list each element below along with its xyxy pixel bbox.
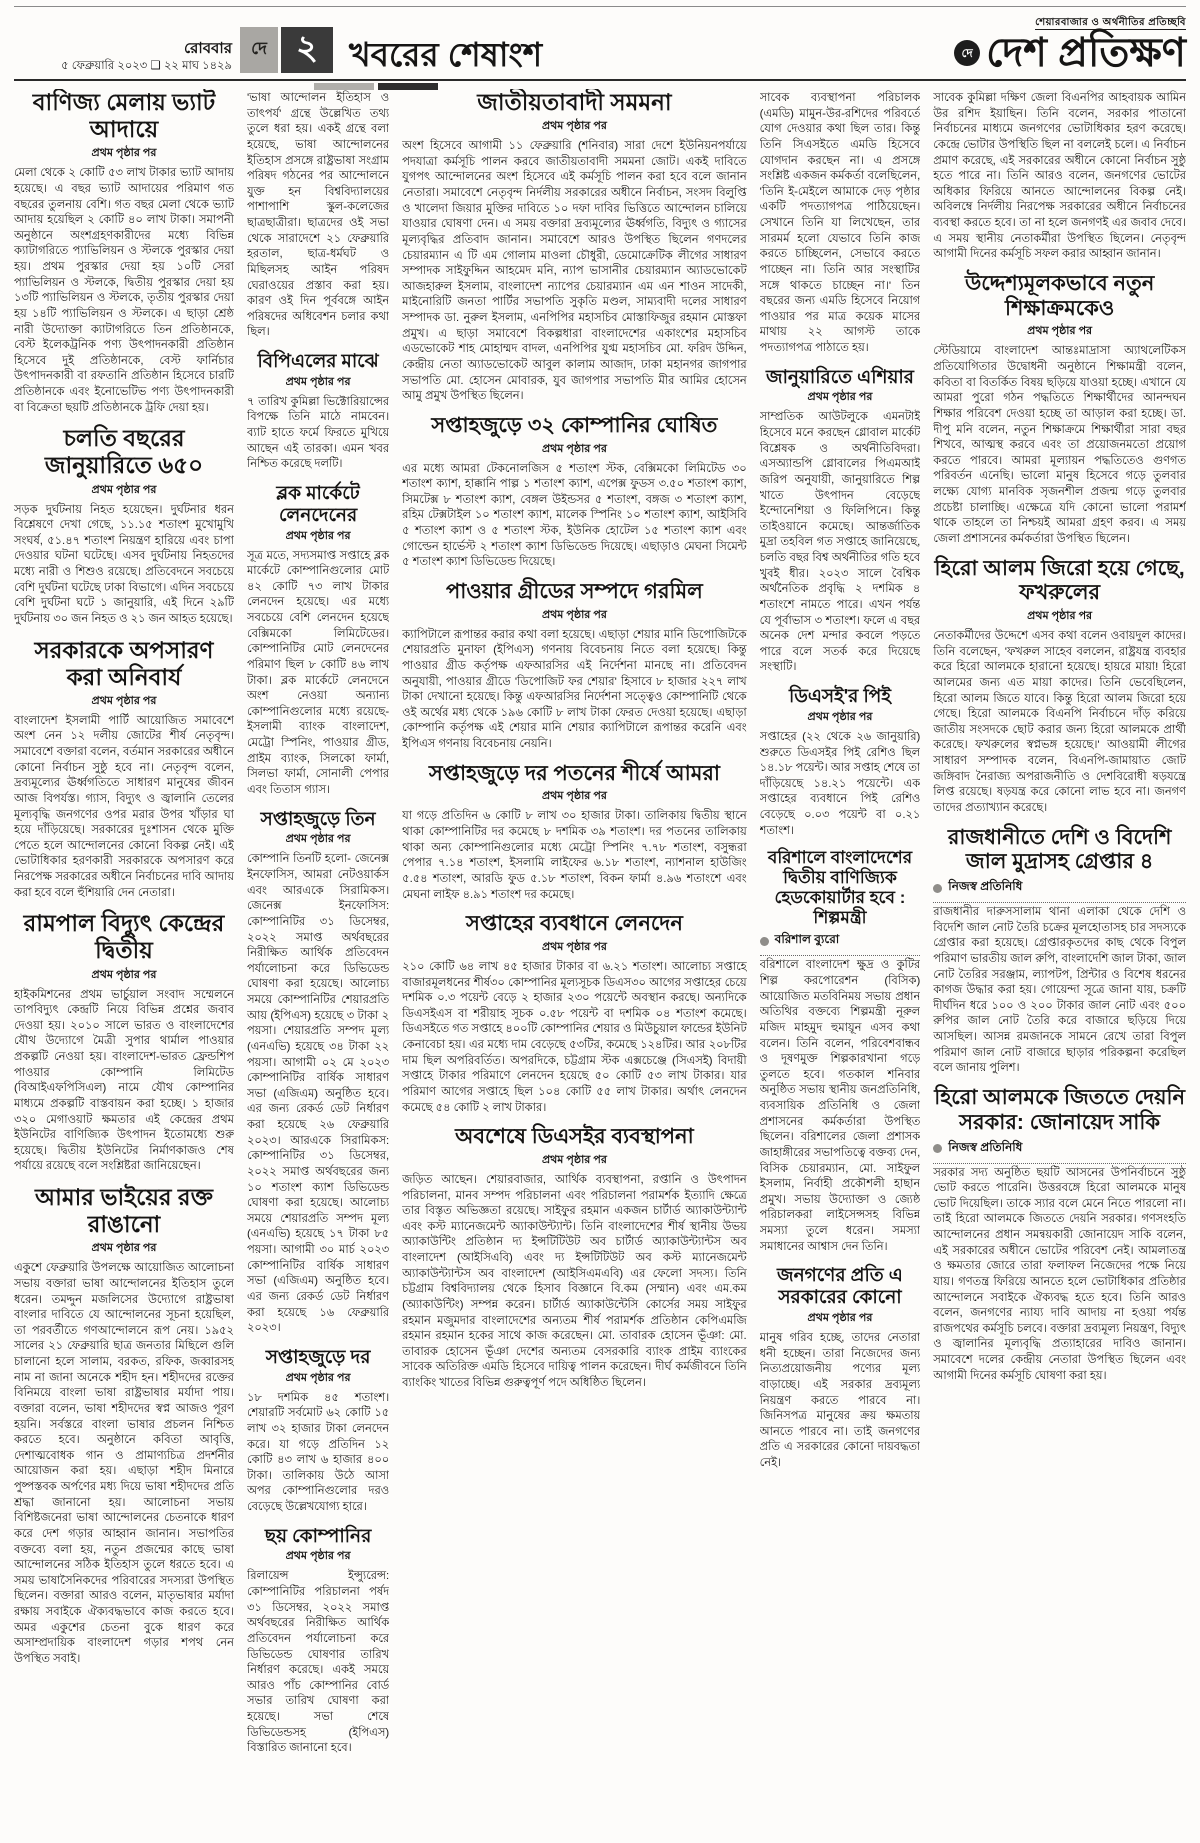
continuation-md-resignation [760, 89, 921, 357]
continued-from-label: প্রথম পৃষ্ঠার পর [285, 529, 351, 542]
masthead [14, 9, 1186, 81]
continued-from-label: প্রথম পৃষ্ঠার পর [1027, 610, 1093, 623]
continued-from-label: প্রথম পৃষ্ঠার পর [541, 1153, 607, 1166]
article-dse-pe [760, 685, 921, 839]
continued-from-label: প্রথম পৃষ্ঠার পর [285, 1550, 351, 1563]
column-5 [760, 89, 921, 1834]
divider-decoration [314, 83, 438, 90]
byline [933, 1139, 1186, 1164]
continuation-language-history [247, 89, 389, 341]
article-body: বরিশালে বাংলাদেশ ক্ষুদ্র ও কুটির শিল্প করপোরেশন (বিসিক) আয়োজিত মতবিনিময় সভায় প্রধান অতিথির বক্তব্যে শিল্পমন্ত্রী নূরুল মজিদ মাহমুদ হুমায়ূন এসব কথা বলেন। তিনি বলেন, পরিবেশবান্ধব ও দূষণমুক্ত শিল্পকারখানা গড়ে তুলতে হবে। গতকাল শনিবার অনুষ্ঠিত সভায় স্থানীয় জনপ্রতিনিধি, ব্যবসায়িক প্রতিনিধি ও জেলা প্রশাসনের কর্মকর্তারা উপস্থিত ছিলেন। বরিশালের জেলা প্রশাসক জাহাঙ্গীরের সভাপতিত্বে বক্তব্য দেন, বিসিক চেয়ারম্যান, মো. সাইফুল ইসলাম, নির্বাহী প্রকৌশলী হাছান প্রমুখ। সভায় উদ্যোক্তা ও জ্যেষ্ঠ পরিচালকরা লাইসেন্সসহ বিভিন্ন সমস্যা তুলে ধরেন। সমস্যা সমাধানের আশ্বাস দেন তিনি। [759, 959, 921, 1253]
byline [933, 878, 1186, 903]
article-body: মানুষ গরিব হচ্ছে, তাদের নেতারা ধনী হচ্ছেন। তারা নিজেদের জন্য নিত্যপ্রয়োজনীয় পণ্যের মূল্য বাড়াচ্ছে। এই সরকার দ্রব্যমূল্য নিয়ন্ত্রণ করতে পারবে না। জিনিসপত্র মানুষের ক্রয় ক্ষমতায় আনতে পারবে না। তাই জনগণের প্রতি এ সরকারের কোনো দায়বদ্ধতা নেই। [759, 1332, 921, 1469]
continued-from-label: প্রথম পৃষ্ঠার পর [91, 483, 157, 496]
article-headline: সপ্তাহজুড়ে তিন [260, 807, 376, 829]
article-remove-government [14, 637, 234, 902]
page-badges [240, 27, 333, 73]
article-body: সরকার সদ্য অনুষ্ঠিত ছয়টি আসনের উপনির্বাচনে সুষ্ঠু ভোট করতে পারেনি। উত্তরবঙ্গে হিরো আলমকে মানুষ ভোট দিয়েছিল। তাকে স্যার বলে মেনে নিতে পারলো না। তাই হিরো আলমকে জিততে দেয়নি সরকার। গণসংহতি আন্দোলনের প্রধান সমন্বয়কারী জোনায়েদ সাকি বলেন, এই সরকারের অধীনে ভোটের পরিবেশ নেই। আমলাতন্ত্র ও ক্ষমতার জোরে তারা ফলাফল নিজেদের পক্ষে নিয়ে যায়। গণতন্ত্র ফিরিয়ে আনতে হলে ভোটাধিকার প্রতিষ্ঠার আন্দোলনে সবাইকে ঐক্যবদ্ধ হতে হবে। তিনি আরও বলেন, জনগণের ন্যায্য দাবি আদায় না হওয়া পর্যন্ত রাজপথের কর্মসূচি চলবে। বক্তারা দ্রব্যমূল্য নিয়ন্ত্রণ, বিদ্যুৎ ও জ্বালানির মূল্যবৃদ্ধি প্রত্যাহারের দাবিও জানান। সমাবেশে দলের কেন্দ্রীয় নেতারা উপস্থিত ছিলেন এবং আগামী দিনের কর্মসূচি ঘোষণা করা হয়। [933, 1166, 1186, 1382]
article-headline: চলতি বছরের জানুয়ারিতে ৬৫০ [44, 425, 204, 479]
article-headline: ব্লক মার্কেটে লেনদেনের [276, 481, 360, 525]
continued-from-label: প্রথম পৃষ্ঠার পর [285, 375, 351, 388]
continued-from-label: প্রথম পৃষ্ঠার পর [91, 1242, 157, 1255]
page-number-badge: ২ [281, 27, 333, 73]
article-grid [14, 81, 1186, 1834]
paper-logo-block [954, 13, 1186, 73]
article-headline: উদ্দেশ্যমূলকভাবে নতুন শিক্ষাক্রমকেও [964, 271, 1155, 320]
article-barishal-headquarter [760, 848, 921, 1255]
article-body: ১৮ দশমিক ৪৫ শতাংশ। শেয়ারটি সর্বমোট ৬২ কোটি ১৫ লাখ ৩২ হাজার টাকা লেনদেন করে। যা গড়ে প্রতিদিন ১২ কোটি ৪৩ লাখ ৬ হাজার ৪০০ টাকা। তালিকায় উঠে আসা অপর কোম্পানিগুলোর দরও বেড়েছে উল্লেখযোগ্য হারে। [246, 1391, 390, 1514]
article-headline: সপ্তাহের ব্যবধানে লেনদেন [465, 912, 683, 936]
article-headline: আমার ভাইয়ের রক্ত রাঙানো [35, 1184, 213, 1238]
article-headline: জানুয়ারিতে এশিয়ার [766, 365, 914, 387]
article-body: সড়ক দুর্ঘটনায় নিহত হয়েছেন। দুর্ঘটনার ধরন বিশ্লেষণে দেখা গেছে, ১১.১৫ শতাংশ মুখোমুখি সংঘর্ষ, ৫১.৪৭ শতাংশ নিয়ন্ত্রণ হারিয়ে এবং চাপা দেওয়ার ঘটনা ঘটেছে। এসব দুর্ঘটনায় নিহতদের মধ্যে নারী ও শিশুও রয়েছে। প্রতিবেদনে সবচেয়ে বেশি দুর্ঘটনা ঘটেছে ঢাকা বিভাগে। এদিন সবচেয়ে বেশি দুর্ঘটনা ঘটে ১ জানুয়ারি, এই দিনে ২৯টি দুর্ঘটনায় ৩০ জন নিহত ও ২১ জন আহত হয়েছে। [14, 503, 234, 625]
article-body: কোম্পানি তিনটি হলো- জেনেক্স ইনফোসিস, আমরা নেটওয়ার্কস এবং আরএকে সিরামিকস। জেনেক্স ইনফোসিস: কোম্পানিটির ৩১ ডিসেম্বর, ২০২২ সমাপ্ত অর্থবছরের নিরীক্ষিত আর্থিক প্রতিবেদন পর্যালোচনা করে ডিভিডেন্ড ঘোষণা করা হয়েছে। আলোচ্য সময়ে কোম্পানিটির শেয়ারপ্রতি আয় (ইপিএস) হয়েছে ৩ টাকা ২ পয়সা। শেয়ারপ্রতি সম্পদ মূল্য (এনএভি) হয়েছে ৩৪ টাকা ২২ পয়সা। আগামী ০২ মে ২০২৩ কোম্পানিটির বার্ষিক সাধারণ সভা (এজিএম) অনুষ্ঠিত হবে। এর জন্য রেকর্ড ডেট নির্ধারণ করা হয়েছে ২৬ ফেব্রুয়ারি ২০২৩। আরএকে সিরামিকস: কোম্পানিটির ৩১ ডিসেম্বর, ২০২২ সমাপ্ত অর্থবছরের জন্য ১০ শতাংশ ক্যাশ ডিভিডেন্ড ঘোষণা করা হয়েছে। আলোচ্য সময়ে শেয়ারপ্রতি সম্পদ মূল্য (এনএভি) হয়েছে ১৭ টাকা ৮৫ পয়সা। আগামী ৩০ মার্চ ২০২৩ কোম্পানিটির বার্ষিক সাধারণ সভা (এজিএম) অনুষ্ঠিত হবে। এর জন্য রেকর্ড ডেট নির্ধারণ করা হয়েছে ১৬ ফেব্রুয়ারি ২০২৩। [246, 853, 390, 1335]
article-body: সূত্র মতে, সদ্যসমাপ্ত সপ্তাহে ব্লক মার্কেটে কোম্পানিগুলোর মোট ৪২ কোটি ৭৩ লাখ টাকার লেনদেন হয়েছে। এর মধ্যে সবচেয়ে বেশি লেনদেন হয়েছে বেক্সিমকো লিমিটেডের। কোম্পানিটির মোট লেনদেনের পরিমাণ ছিল ৮ কোটি ৪৬ লাখ টাকা। ব্লক মার্কেটে লেনদেনে অংশ নেওয়া অন্যান্য কোম্পানিগুলোর মধ্যে রয়েছে- ইসলামী ব্যাংক বাংলাদেশ, মেট্রো স্পিনিং, পাওয়ার গ্রীড, প্রাইম ব্যাংক, সিলকো ফার্মা, সিলভা ফার্মা, সোনালী পেপার এবং তিতাস গ্যাস। [246, 549, 390, 796]
article-body: সাবেক ব্যবস্থাপনা পরিচালক (এমডি) মামুন-উর-রশিদের পরিবর্তে যোগ দেওয়ার কথা ছিল তার। কিন্তু তিনি সিএসইতে এমডি হিসেবে যোগদান করছেন না। এ প্রসঙ্গে সংশ্লিষ্ট একজন কর্মকর্তা বলেছিলেন, 'তিনি ই-মেইলে আমাকে দেড় পৃষ্ঠার একটি পদত্যাগপত্র পাঠিয়েছেন। সেখানে তিনি যা লিখেছেন, তার সারমর্ম হলো যেভাবে তিনি কাজ করতে চাচ্ছিলেন, সেভাবে করতে পাচ্ছেন না। তিনি আর সংস্থাটির সঙ্গে থাকতে চাচ্ছেন না।' তিন বছরের জন্য এমডি হিসেবে নিয়োগ পাওয়ার পর মাত্র কয়েক মাসের মাথায় ২২ আগস্ট তাকে পদত্যাগপত্র পাঠাতে হয়। [759, 92, 921, 354]
continued-from-label: প্রথম পৃষ্ঠার পর [541, 790, 607, 803]
continued-from-label: প্রথম পৃষ্ঠার পর [285, 1371, 351, 1384]
article-body: রাজধানীর দারুসসালাম থানা এলাকা থেকে দেশি ও বিদেশি জাল নোট তৈরি চক্রের মূলহোতাসহ চার সদস্যকে গ্রেপ্তার করা হয়েছে। গ্রেপ্তারকৃতদের কাছ থেকে বিপুল পরিমাণ ভারতীয় জাল রুপি, বাংলাদেশি জাল টাকা, জাল নোট তৈরির সরঞ্জাম, ল্যাপটপ, প্রিন্টার ও বিশেষ ধরনের কাগজ উদ্ধার করা হয়। গোয়েন্দা সূত্রে জানা যায়, চক্রটি দীর্ঘদিন ধরে ১০০ ও ২০০ টাকার জাল নোট এবং ৫০০ রুপির জাল নোট তৈরি করে বাজারে ছড়িয়ে দিয়ে আসছিল। আসন্ন রমজানকে সামনে রেখে তারা বিপুল পরিমাণ জাল নোট বাজারে ছাড়ার পরিকল্পনা করেছিল বলে জানায় পুলিশ। [933, 906, 1186, 1075]
article-body: ক্যাপিটালে রূপান্তর করার কথা বলা হয়েছে। এছাড়া শেয়ার মানি ডিপোজিটকে শেয়ারপ্রতি মুনাফা (ইপিএস) গণনায় বিবেচনায় নিতে বলা হয়েছে। কিন্তু পাওয়ার গ্রীড কর্তৃপক্ষ এফআরসির এই নির্দেশনা মানছে না। প্রতিবেদন অনুযায়ী, পাওয়ার গ্রীডে 'ডিপোজিট ফর শেয়ার' হিসাবে ৮ হাজার ২২৭ লাখ টাকা দেখানো হয়েছে। কিন্তু এফআরসির নির্দেশনা সত্ত্বেও কোম্পানিটি থেকে ওই অর্থের মধ্য থেকে ১৯৬ কোটি ৮ লাখ টাকা ফেরত দেওয়া হয়েছে। এছাড়া কোম্পানি কর্তৃপক্ষ এই শেয়ার মানি শেয়ার ক্যাপিটালে রূপান্তর করেনি এবং ইপিএস গণনায় বিবেচনায় নেয়নি। [402, 628, 747, 751]
article-new-curriculum [933, 272, 1186, 548]
byline-text: নিজস্ব প্রতিনিধি [948, 879, 1023, 894]
article-headline: অবশেষে ডিএসইর ব্যবস্থাপনা [455, 1125, 694, 1149]
paper-name-text: দেশ প্রতিক্ষণ [986, 31, 1186, 75]
continued-from-label: প্রথম পৃষ্ঠার পর [807, 1312, 873, 1324]
article-hero-alam-saki [933, 1086, 1186, 1384]
article-dse-management [402, 1125, 746, 1392]
article-body: সাম্প্রতিক আউটলুকে এমনটাই হিসেবে মনে করছেন গ্লোবাল মার্কেট বিশ্লেষক ও অর্থনীতিবিদরা। এসঅ্যান্ডপি গ্লোবালের পিএমআই জরিপ অনুযায়ী, জানুয়ারিতে শিল্প খাতে উৎপাদন বেড়েছে ইন্দোনেশিয়া ও ফিলিপিনে। কিন্তু তাইওয়ানে কমেছে। আন্তর্জাতিক মুদ্রা তহবিল গত সপ্তাহে জানিয়েছে, চলতি বছর বিশ্ব অর্থনীতির গতি হবে খুবই ধীর। ২০২৩ সালে বৈশ্বিক অর্থনৈতিক প্রবৃদ্ধি ২ দশমিক ৪ শতাংশে নামতে পারে। এখন পর্যন্ত যে পূর্বাভাস ৩ শতাংশ। ফলে এ বছর অনেক দেশ মন্দার কবলে পড়তে পারে বলে সতর্ক করে দিয়েছে সংস্থাটি। [759, 411, 921, 674]
continued-from-label: প্রথম পৃষ্ঠার পর [541, 442, 607, 455]
article-headline: হিরো আলমকে জিততে দেয়নি সরকার: জোনায়েদ সাকি [934, 1085, 1186, 1134]
byline-text: বরিশাল ব্যুরো [774, 932, 840, 947]
article-weekly-turnover [402, 912, 746, 1116]
article-body: 'ভাষা আন্দোলন ইতিহাস ও তাৎপর্য' গ্রন্থে উল্লেখিত তথ্য তুলে ধরা হয়। একই গ্রন্থে বলা হয়েছে, ভাষা আন্দোলনের ইতিহাস প্রসঙ্গে রাষ্ট্রভাষা সংগ্রাম পরিষদ গঠনের পর আন্দোলনে যুক্ত হন বিশ্ববিদ্যালয়ের পাশাপাশি স্কুল-কলেজের ছাত্রছাত্রীরা। ছাত্রদের ওই সভা থেকে সারাদেশে ২১ ফেব্রুয়ারি হরতাল, ছাত্র-ধর্মঘট ও মিছিলসহ আইন পরিষদ ঘেরাওয়ের প্রস্তাব করা হয়। কারণ ওই দিন পূর্ববঙ্গে আইন পরিষদের অধিবেশন চলার কথা ছিল। [246, 92, 390, 339]
section-title: খবরের শেষাংশ [349, 36, 543, 73]
article-rampal-plant [14, 910, 234, 1175]
article-government-no-accountability [760, 1264, 921, 1471]
article-power-grid-assets [402, 580, 746, 753]
article-hero-alam-zero [933, 557, 1186, 817]
column-1 [14, 89, 234, 1834]
continued-from-label: প্রথম পৃষ্ঠার পর [807, 391, 873, 404]
article-headline: সরকারকে অপসারণ করা অনিবার্য [34, 636, 214, 690]
article-headline: জাতীয়তাবাদী সমমনা [477, 89, 672, 115]
paper-name [954, 33, 1186, 73]
article-body: স্টেডিয়ামে বাংলাদেশ আন্তঃমাদ্রাসা অ্যাথলেটিকস প্রতিযোগিতার উদ্বোধনী অনুষ্ঠানে শিক্ষামন্ত্রী বলেন, কবিতা বা বিতর্কিত বিষয় ছড়িয়ে যাওয়া হচ্ছে। এখানে যে আমরা পুরো গঠন পদ্ধতিতে শিক্ষার্থীদের আনন্দঘন শিক্ষার পরিবেশ দেওয়া হচ্ছে তা আড়াল করা হচ্ছে। ডা. দীপু মনি বলেন, নতুন শিক্ষাক্রমে শিক্ষার্থীরা সারা বছর শিখবে, আত্মস্থ করবে এবং তা প্রয়োজনমতো প্রয়োগ করতে পারবে। আমরা মূল্যায়ন পদ্ধতিতেও গুণগত পরিবর্তন এনেছি। ভালো মানুষ হিসেবে গড়ে তুলবার লক্ষ্যে যোগ্য মানবিক সৃজনশীল প্রজন্ম গড়ে তুলবার প্রচেষ্টা চালাচ্ছি। এক্ষেত্রে যদি কোনো ভালো পরামর্শ থাকে তাহলে তা নিশ্চয়ই আমরা গ্রহণ করব। এ সময় জেলা প্রশাসনের কর্মকর্তারা উপস্থিত ছিলেন। [933, 345, 1186, 545]
article-vat-collection [14, 89, 234, 416]
article-headline: সপ্তাহজুড়ে দর পতনের শীর্ষে আমরা [428, 761, 720, 785]
article-body: যা গড়ে প্রতিদিন ৬ কোটি ৮ লাখ ৩০ হাজার টাকা। তালিকায় দ্বিতীয় স্থানে থাকা কোম্পানিটির দর কমেছে ৮ দশমিক ৩৯ শতাংশ। দর পতনের তালিকায় থাকা অন্য কোম্পানিগুলোর মধ্যে মেট্রো স্পিনিং ৭.৭৮ শতাংশ, বসুন্ধরা পেপার ৭.১৪ শতাংশ, ইসলামি লাইফের ৬.১৮ শতাংশ, ন্যাশনাল হাউজিং ৫.৫৪ শতাংশ, আরডি ফুড ৫.১৮ শতাংশ, বিকন ফার্মা ৪.৯৬ শতাংশে এবং মেঘনা লাইফ ৪.৯১ শতাংশ দর কমেছে। [402, 810, 747, 901]
article-headline: বিপিএলের মাঝে [257, 350, 379, 371]
column-2 [247, 89, 389, 1834]
continued-from-label: প্রথম পৃষ্ঠার পর [1027, 325, 1093, 338]
article-body: নেতাকর্মীদের উদ্দেশে এসব কথা বলেন ওবায়দুল কাদের। তিনি বলেছেন, 'ফখরুল সাহেব বললেন, রাষ্ট্রযন্ত্র ব্যবহার করে হিরো আলমকে হারানো হয়েছে। হায়রে মায়া! হিরো আলমের জন্য এত মায়া কাদের। তিনি ভেবেছিলেন, হিরো আলম জিতে যাবে। কিন্তু হিরো আলম জিরো হয়ে গেছে। হিরো আলমকে বিএনপি নির্বাচনে দাঁড় করিয়ে জাতীয় সংসদকে ছোট করার জন্য হিরো আলমকে প্রার্থী করেছে। ফখরুলের স্বপ্নভঙ্গ হয়েছে।' আওয়ামী লীগের সাধারণ সম্পাদক বলেন, বিএনপি-জামায়াত জোট জঙ্গিবাদ নৈরাজ্য অপরাজনীতি ও দেশবিরোধী ষড়যন্ত্রে লিপ্ত রয়েছে। ষড়যন্ত্র করে কোনো লাভ হবে না। জনগণ তাদের প্রত্যাখ্যান করেছে। [933, 630, 1186, 814]
article-brothers-blood [14, 1184, 234, 1668]
bullet-icon [760, 937, 769, 946]
article-nationalist-alliance [402, 89, 746, 405]
article-headline: পাওয়ার গ্রীডের সম্পদে গরমিল [446, 579, 703, 603]
article-body: একুশে ফেব্রুয়ারি উপলক্ষে আয়োজিত আলোচনা সভায় বক্তারা ভাষা আন্দোলনের ইতিহাস তুলে ধরেন। তমদ্দুন মজলিসের উদ্যোগে রাষ্ট্রভাষা বাংলার দাবিতে যে আন্দোলনের সূচনা হয়েছিল, তা পরবর্তীতে গণআন্দোলনে রূপ নেয়। ১৯৫২ সালের ২১ ফেব্রুয়ারি ছাত্র জনতার মিছিলে গুলি চালানো হলে সালাম, বরকত, রফিক, জব্বারসহ নাম না জানা অনেকে শহীদ হন। শহীদদের রক্তের বিনিময়ে বাংলা ভাষা রাষ্ট্রভাষার মর্যাদা পায়। বক্তারা বলেন, ভাষা শহীদদের স্বপ্ন আজও পূরণ হয়নি। সর্বস্তরে বাংলা ভাষার প্রচলন নিশ্চিত করতে হবে। অনুষ্ঠানে কবিতা আবৃত্তি, দেশাত্মবোধক গান ও প্রামাণ্যচিত্র প্রদর্শনীর আয়োজন করা হয়। এছাড়া শহীদ মিনারে পুষ্পস্তবক অর্পণের মধ্য দিয়ে ভাষা শহীদদের প্রতি শ্রদ্ধা জানানো হয়। আলোচনা সভায় বিশিষ্টজনেরা ভাষা আন্দোলনের চেতনাকে ধারণ করে দেশ গড়ার আহ্বান জানান। সভাপতির বক্তব্যে বলা হয়, নতুন প্রজন্মের কাছে ভাষা আন্দোলনের সঠিক ইতিহাস তুলে ধরতে হবে। এ সময় ভাষাসৈনিকদের পরিবারের সদস্যরা উপস্থিত ছিলেন। বক্তারা আরও বলেন, মাতৃভাষার মর্যাদা রক্ষায় সবাইকে ঐক্যবদ্ধভাবে কাজ করতে হবে। অমর একুশের চেতনা বুকে ধারণ করে অসাম্প্রদায়িক বাংলাদেশ গড়ার শপথ নেন উপস্থিত সবাই। [14, 1262, 234, 1665]
article-headline: বাণিজ্য মেলায় ভ্যাট আদায়ে [32, 89, 216, 143]
article-headline: ছয় কোম্পানির [264, 1524, 372, 1546]
article-asia-january [760, 366, 921, 676]
article-headline: ডিএসই'র পিই [788, 685, 891, 707]
paper-tagline: শেয়ারবাজার ও অর্থনীতির প্রতিচ্ছবি [1035, 17, 1186, 28]
continued-from-label: প্রথম পৃষ্ঠার পর [91, 694, 157, 707]
paper-logo-icon: দে [954, 40, 980, 66]
article-january-650 [14, 425, 234, 627]
article-body: সপ্তাহের (২২ থেকে ২৬ জানুয়ারি) শুরুতে ডিএসইর পিই রেশিও ছিল ১৪.১৮ পয়েন্ট। আর সপ্তাহ শেষে তা দাঁড়িয়েছে ১৪.২১ পয়েন্টে। এক সপ্তাহের ব্যবধানে পিই রেশিও বেড়েছে ০.০৩ পয়েন্ট বা ০.২১ শতাংশ। [759, 730, 921, 837]
continued-from-label: প্রথম পৃষ্ঠার পর [541, 120, 607, 133]
article-headline: সপ্তাহজুড়ে দর [265, 1345, 371, 1367]
article-bpl [247, 350, 389, 473]
divider-black-block [378, 83, 438, 90]
column-middle-wide [402, 89, 746, 1834]
continued-from-label: প্রথম পৃষ্ঠার পর [541, 608, 607, 621]
continuation-bnp-leader [933, 89, 1186, 263]
column-6 [933, 89, 1186, 1834]
article-body: রিলায়েন্স ইন্স্যুরেন্স: কোম্পানিটির পরিচালনা পর্ষদ ৩১ ডিসেম্বর, ২০২২ সমাপ্ত অর্থবছরের নিরীক্ষিত আর্থিক প্রতিবেদন পর্যালোচনা করে ডিভিডেন্ড ঘোষণার তারিখ নির্ধারণ করেছে। একই সময়ে আরও পাঁচ কোম্পানির বোর্ড সভার তারিখ ঘোষণা করা হয়েছে। সভা শেষে ডিভিডেন্ডসহ (ইপিএস) বিস্তারিত জানানো হবে। [246, 1570, 390, 1755]
article-body: অংশ হিসেবে আগামী ১১ ফেব্রুয়ারি (শনিবার) সারা দেশে ইউনিয়নপর্যায়ে পদযাত্রা কর্মসূচি পালন করবে জাতীয়তাবাদী সমমনা জোট। একই দাবিতে যুগপৎ আন্দোলনের অংশ হিসেবে এই কর্মসূচি পালন করা হবে বলে জানান নেতারা। সমাবেশে নেতৃবৃন্দ নির্দলীয় সরকারের অধীনে নির্বাচন, সংসদ বিলুপ্তি ও খালেদা জিয়ার মুক্তির দাবিতে ১০ দফা দাবির ভিত্তিতে আন্দোলন চালিয়ে যাওয়ার ঘোষণা দেন। এ সময় বক্তারা দ্রব্যমূল্যের ঊর্ধ্বগতি, বিদ্যুৎ ও গ্যাসের মূল্যবৃদ্ধির প্রতিবাদ জানান। সমাবেশে আরও উপস্থিত ছিলেন গণদলের চেয়ারম্যান এ টি এম গোলাম মাওলা চৌধুরী, ডেমোক্রেটিক লীগের সাধারণ সম্পাদক সাইফুদ্দিন আহমেদ মনি, ন্যাপ ভাসানীর চেয়ারম্যান অ্যাডভোকেট আজহারুল ইসলাম, বাংলাদেশ ন্যাপের চেয়ারম্যান এম এন শাওন সাদেকী, মাইনোরিটি জনতা পার্টির সভাপতি সুকৃতি মণ্ডল, সাম্যবাদী দলের সাধারণ সম্পাদক ডা. নুরুল ইসলাম, এনপিপির মহাসচিব মোস্তাফিজুর রহমান মোস্তফা প্রমুখ। এ ছাড়া সমাবেশে বিকল্পধারা বাংলাদেশের একাংশের মহাসচিব এডভোকেট শাহ মোহাম্মদ বাদল, এনপিপির যুগ্ম মহাসচিব মো. ফরিদ উদ্দিন, কেন্দ্রীয় নেতা অ্যাডভোকেট আবুল কালাম আজাদ, ঢাকা মহানগর জাগপার সভাপতি মো. হোসেন মোবারক, যুব জাগপার সভাপতি মীর আমির হোসেন আমু প্রমুখ উপস্থিত ছিলেন। [402, 140, 747, 403]
article-block-market [247, 482, 389, 799]
article-32-companies-dividend [402, 414, 746, 571]
weekday-label: রোববার [184, 39, 232, 57]
article-headline: হিরো আলম জিরো হয়ে গেছে, ফখরুলের [934, 556, 1185, 605]
continued-from-label: প্রথম পৃষ্ঠার পর [91, 147, 157, 160]
article-top-price-fall [402, 762, 746, 904]
paper-monogram-icon: দে [240, 27, 281, 73]
article-body: ৭ তারিখ কুমিল্লা ভিক্টোরিয়ান্সের বিপক্ষে তিনি মাঠে নামবেন। ব্যাট হাতে ফর্মে ফিরতে মুখিয়ে আছেন এই তারকা। এমন খবর নিশ্চিত করেছে দলটি। [246, 395, 390, 471]
article-body: হাইকমিশনের প্রথম ভার্চুয়াল সংবাদ সম্মেলনে তাপবিদ্যুৎ কেন্দ্রটি নিয়ে বিভিন্ন প্রশ্নের জবাব দেওয়া হয়। ২০১০ সালে ভারত ও বাংলাদেশের যৌথ উদ্যোগে মৈত্রী সুপার থার্মাল পাওয়ার প্রকল্পটি নেওয়া হয়। বাংলাদেশ-ভারত ফ্রেন্ডশিপ পাওয়ার কোম্পানি লিমিটেড (বিআইএফপিসিএল) নামে যৌথ কোম্পানির মাধ্যমে প্রকল্পটি বাস্তবায়ন করা হচ্ছে। ১ হাজার ৩২০ মেগাওয়াট ক্ষমতার এই কেন্দ্রের প্রথম ইউনিটের বাণিজ্যিক উৎপাদন ইতোমধ্যে শুরু হয়েছে। দ্বিতীয় ইউনিটের নির্মাণকাজও শেষ পর্যায়ে রয়েছে বলে সংশ্লিষ্টরা জানিয়েছেন। [14, 988, 234, 1173]
article-headline: বরিশালে বাংলাদেশের দ্বিতীয় বাণিজ্যিক হেডকোয়ার্টার হবে : শিল্পমন্ত্রী [767, 848, 913, 928]
continued-from-label: প্রথম পৃষ্ঠার পর [541, 940, 607, 953]
article-body: ২১০ কোটি ৬৪ লাখ ৪৫ হাজার টাকার বা ৬.২১ শতাংশ। আলোচ্য সপ্তাহে বাজারমূলধনের শীর্ষ৩০ কোম্পানির মূল্যসূচক ডিএস৩০ আগের সপ্তাহের চেয়ে দশমিক ০.৩ পয়েন্ট বেড়ে ২ হাজার ২৩০ পয়েন্টে অবস্থান করছে। অন্যদিকে ডিএসইএস বা শরীয়াহ সূচক ০.৫৮ পয়েন্ট বা দশমিক ০৪ শতাংশ কমেছে। ডিএসইতে গত সপ্তাহে ৪০০টি কোম্পানির শেয়ার ও মিউচুয়াল ফান্ডের ইউনিট কেনাবেচা হয়। এর মধ্যে দাম বেড়েছে ৫৩টির, কমেছে ১২৪টির। আর ২০৮টির দাম ছিল অপরিবর্তিত। অপরদিকে, চট্টগ্রাম স্টক এক্সচেঞ্জে (সিএসই) বিদায়ী সপ্তাহে টাকার পরিমাণে লেনদেন হয়েছে ৫০ কোটি ৫৩ লাখ টাকার। যার পরিমাণ আগের সপ্তাহে ছিল ১০৪ কোটি ৫৫ লাখ টাকার। অর্থাৎ লেনদেন কমেছে ৫৪ কোটি ২ লাখ টাকার। [402, 960, 747, 1114]
date-line: ৫ ফেব্রুয়ারি ২০২৩ ❑ ২২ মাঘ ১৪২৯ [61, 59, 232, 72]
continued-from-label: প্রথম পৃষ্ঠার পর [91, 968, 157, 981]
bullet-icon [933, 1144, 942, 1153]
divider-gray-block [314, 83, 374, 90]
article-fake-currency-arrest [933, 826, 1186, 1077]
article-body: এর মধ্যে আমরা টেকনোলজিস ৫ শতাংশ স্টক, বেক্সিমকো লিমিটেড ৩০ শতাংশ ক্যাশ, হাক্কানি পাল্প ১ শতাংশ ক্যাশ, এপেক্স ফুডস ৩.৫০ শতাংশ ক্যাশ, সিমটেক্স ৮ শতাংশ ক্যাশ, বেঙ্গল উইন্ডসর ৫ শতাংশ, বঙ্গজ ৩ শতাংশ ক্যাশ, রহিম টেক্সটাইল ১০ শতাংশ ক্যাশ, মালেক স্পিনিং ১০ শতাংশ ক্যাশ, আইসিবি ৫ শতাংশ ক্যাশ ও ৫ শতাংশ স্টক, ইউনিক হোটেল ১৫ শতাংশ ক্যাশ এবং গোল্ডেন হার্ভেস্ট ২ শতাংশ ক্যাশ ডিভিডেন্ড দিয়েছে। এছাড়াও মেঘনা সিমেন্ট ৫ শতাংশ ক্যাশ ডিভিডেন্ড দিয়েছে। [402, 462, 747, 569]
article-headline: জনগণের প্রতি এ সরকারের কোনো [777, 1264, 903, 1308]
continued-from-label: প্রথম পৃষ্ঠার পর [285, 833, 351, 846]
article-week-price [247, 1346, 389, 1516]
article-body: জড়িত আছেন। শেয়ারবাজার, আর্থিক ব্যবস্থাপনা, রপ্তানি ও উৎপাদন পরিচালনা, মানব সম্পদ পরিচালনা এবং পরিচালনা পরামর্শক ইত্যাদি ক্ষেত্রে তার বিস্তৃত অভিজ্ঞতা রয়েছে। সাইফুর রহমান একজন চার্টার্ড অ্যাকাউন্ট্যান্ট এবং কস্ট ম্যানেজমেন্ট অ্যাকাউন্ট্যান্ট। তিনি বাংলাদেশের শীর্ষ স্থানীয় উভয় অ্যাকাউন্টিং প্রতিষ্ঠান দ্য ইন্সটিটিউট অব চার্টার্ড অ্যাকাউন্ট্যান্টস অব বাংলাদেশ (আইসিএবি) এবং দ্য ইন্সটিটিউট অব কস্ট ম্যানেজমেন্ট অ্যাকাউন্ট্যান্টস অব বাংলাদেশ (আইসিএমএবি) এর ফেলো সদস্য। তিনি চট্টগ্রাম বিশ্ববিদ্যালয় থেকে হিসাব বিজ্ঞানে বি.কম (সম্মান) এবং এম.কম (অ্যাকাউন্টিং) সম্পন্ন করেন। চার্টার্ড অ্যাকাউন্টেসি কোর্সের সময় সাইফুর রহমান মজুমদার বাংলাদেশের অন্যতম শীর্ষ পরামর্শক প্রতিষ্ঠান কেপিএমজি রহমান রহমান হকের সাথে কাজ করেছেন। মো. তাবারক হোসেন ভূঁঞা: মো. তাবারক হোসেন ভূঁঞা দেশের অন্যতম বেসরকারি ব্যাংক প্রাইম ব্যাংকের সাবেক অতিরিক্ত এমডি হিসেবে দায়িত্ব পালন করেছেন। দীর্ঘ কর্মজীবনে তিনি ব্যাংকিং খাতের বিভিন্ন গুরুত্বপূর্ণ পদে অধিষ্ঠিত ছিলেন। [402, 1173, 747, 1390]
continued-from-label: প্রথম পৃষ্ঠার পর [807, 710, 873, 723]
article-headline: রাজধানীতে দেশি ও বিদেশি জাল মুদ্রাসহ গ্রেপ্তার ৪ [947, 825, 1172, 874]
article-six-companies [247, 1525, 389, 1757]
article-headline: সপ্তাহজুড়ে ৩২ কোম্পানির ঘোষিত [431, 413, 718, 437]
bullet-icon [933, 884, 942, 893]
article-headline: রামপাল বিদ্যুৎ কেন্দ্রের দ্বিতীয় [23, 910, 225, 964]
date-block [14, 40, 232, 73]
article-body: বাংলাদেশ ইসলামী পার্টি আয়োজিত সমাবেশে অংশ নেন ১২ দলীয় জোটের শীর্ষ নেতৃবৃন্দ। সমাবেশে বক্তারা বলেন, বর্তমান সরকারের অধীনে কোনো নির্বাচন সুষ্ঠু হবে না। নেতৃবৃন্দ বলেন, দ্রব্যমূল্যের ঊর্ধ্বগতিতে সাধারণ মানুষের জীবন আজ বিপর্যস্ত। গ্যাস, বিদ্যুৎ ও জ্বালানি তেলের মূল্যবৃদ্ধি জনগণের ওপর মরার উপর খাঁড়ার ঘা হয়ে দাঁড়িয়েছে। সরকারের দুঃশাসন থেকে মুক্তি পেতে হলে আন্দোলনের কোনো বিকল্প নেই। এই ভোটাধিকার হরণকারী সরকারকে অপসারণ করে নিরপেক্ষ সরকারের অধীনে নির্বাচনের দাবি আদায় করা হবে বলে হুঁশিয়ারি দেন নেতারা। [14, 714, 234, 899]
byline-text: নিজস্ব প্রতিনিধি [948, 1139, 1023, 1154]
article-body: সাবেক কুমিল্লা দক্ষিণ জেলা বিএনপির আহবায়ক আমিন উর রশিদ ইয়াছিন। তিনি বলেন, সরকার পাতানো নির্বাচনের মাধ্যমে জনগণের ভোটাধিকার হরণ করেছে। কেন্দ্রে ভোটার উপস্থিতি ছিল না বললেই চলে। এ নির্বাচন প্রমাণ করেছে, এই সরকারের অধীনে কোনো নির্বাচন সুষ্ঠু হতে পারে না। তিনি আরও বলেন, জনগণের ভোটের অধিকার ফিরিয়ে আনতে আন্দোলনের বিকল্প নেই। অবিলম্বে নির্দলীয় নিরপেক্ষ সরকারের অধীনে নির্বাচনের ব্যবস্থা করতে হবে। তা না হলে জনগণই এর জবাব দেবে। এ সময় স্থানীয় নেতাকর্মীরা উপস্থিত ছিলেন। নেতৃবৃন্দ আগামী দিনের কর্মসূচি সফল করার আহ্বান জানান। [933, 92, 1186, 261]
article-week-three-companies [247, 808, 389, 1337]
article-body: মেলা থেকে ২ কোটি ৫৩ লাখ টাকার ভ্যাট আদায় হয়েছে। এ বছর ভ্যাট আদায়ের পরিমাণ গত বছরের তুলনায় বেশি। গত বছর মেলা থেকে ভ্যাট আদায় হয়েছিল ২ কোটি ৪০ লাখ টাকা। সমাপনী অনুষ্ঠানে অংশগ্রহণকারীদের মধ্যে বিভিন্ন ক্যাটাগরিতে প্যাভিলিয়ন ও স্টলকে পুরস্কার দেয়া হয়। প্রথম পুরস্কার দেয়া হয় ১০টি সেরা প্যাভিলিয়ন ও স্টলকে, দ্বিতীয় পুরস্কার দেয়া হয় ১৩টি প্যাভিলিয়ন ও স্টলকে, তৃতীয় পুরস্কার দেয়া হয় ১৪টি প্যাভিলিয়ন ও স্টলকে। এ ছাড়া শ্রেষ্ঠ নারী উদ্যোক্তা ক্যাটাগরিতে তিন প্রতিষ্ঠানকে, বেস্ট ইলেকট্রনিক পণ্য উৎপাদনকারী প্রতিষ্ঠান হিসেবে দুই প্রতিষ্ঠানকে, বেস্ট ফার্নিচার উৎপাদনকারী বা রফতানি প্রতিষ্ঠান হিসেবে চারটি প্রতিষ্ঠানকে এবং ইনোভেটিভ পণ্য উৎপাদনকারী বা বিক্রেতা ছয়টি প্রতিষ্ঠানকে ট্রফি দেয়া হয়। [14, 167, 234, 414]
byline [760, 931, 921, 956]
